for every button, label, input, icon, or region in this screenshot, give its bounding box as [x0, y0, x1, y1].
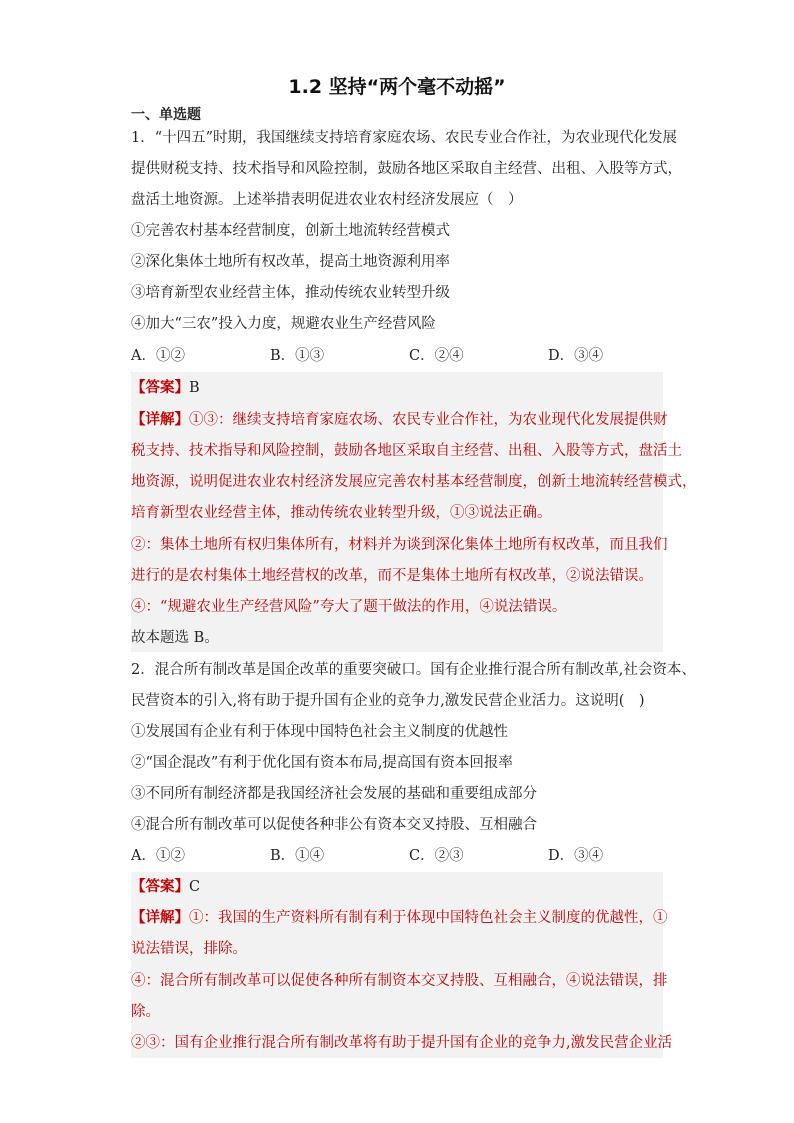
detail-label: 【详解】: [131, 909, 189, 926]
q2-detail-line: 除。: [131, 1004, 160, 1020]
q2-answer: [131, 877, 200, 897]
q1-detail-line: 地资源，说明促进农业农村经济发展应完善农村基本经营制度，创新土地流转经营模式，: [131, 474, 697, 490]
answer-label: 【答案】: [131, 379, 189, 396]
detail-label: 【详解】: [131, 411, 189, 428]
q1-stem-line: 盘活土地资源。上述举措表明促进农业农村经济发展应（ ）: [131, 192, 523, 208]
q2-stem-line: 民营资本的引入,将有助于提升国有企业的竞争力,激发民营企业活力。这说明( ): [131, 693, 645, 709]
q2-statement: ①发展国有企业有利于体现中国特色社会主义制度的优越性: [131, 724, 508, 740]
q1-option-a: A．①②: [131, 348, 185, 364]
q1-statement: ②深化集体土地所有权改革，提高土地资源利用率: [131, 254, 450, 270]
q1-detail-line: 故本题选 B。: [131, 630, 219, 646]
q2-statement: ③不同所有制经济都是我国经济社会发展的基础和重要组成部分: [131, 786, 537, 802]
q2-stem-line: 2．混合所有制改革是国企改革的重要突破口。国有企业推行混合所有制改革,社会资本、: [131, 662, 696, 678]
q1-statement: ①完善农村基本经营制度，创新土地流转经营模式: [131, 223, 450, 239]
q2-option-b: B．①④: [270, 848, 325, 864]
q1-detail-line: 培育新型农业经营主体，推动传统农业转型升级，①③说法正确。: [131, 505, 552, 521]
q1-detail-line: ②：集体土地所有权归集体所有，材料并为谈到深化集体土地所有权改革，而且我们: [131, 537, 668, 553]
q1-option-d: D．③④: [548, 348, 604, 364]
q2-option-d: D．③④: [548, 848, 604, 864]
q1-stem-line: 1．“十四五”时期，我国继续支持培育家庭农场、农民专业合作社，为农业现代化发展: [131, 130, 678, 146]
q2-detail-line: ④：混合所有制改革可以促使各种所有制资本交叉持股、互相融合，④说法错误，排: [131, 973, 668, 989]
q2-detail-line: ②③：国有企业推行混合所有制改革将有助于提升国有企业的竞争力,激发民营企业活: [131, 1035, 673, 1051]
q2-detail-line: 【详解】①：我国的生产资料所有制有利于体现中国特色社会主义制度的优越性，①: [131, 909, 668, 926]
q1-option-c: C．②④: [409, 348, 464, 364]
q1-detail-line: ④：“规避农业生产经营风险”夸大了题干做法的作用，④说法错误。: [131, 599, 567, 615]
q1-stem-line: 提供财税支持、技术指导和风险控制，鼓励各地区采取自主经营、出租、入股等方式，: [131, 161, 682, 177]
q1-option-b: B．①③: [270, 348, 325, 364]
q1-detail-line: 【详解】①③：继续支持培育家庭农场、农民专业合作社，为农业现代化发展提供财: [131, 411, 668, 428]
q1-answer-box: [131, 372, 697, 652]
q2-option-a: A．①②: [131, 848, 185, 864]
q1-statement: ④加大“三农”投入力度，规避农业生产经营风险: [131, 316, 436, 332]
answer-value: B: [189, 380, 200, 396]
answer-label: 【答案】: [131, 878, 189, 895]
q1-statement: ③培育新型农业经营主体，推动传统农业转型升级: [131, 285, 450, 301]
q2-option-c: C．②③: [409, 848, 464, 864]
q2-statement: ②“国企混改”有利于优化国有资本布局,提高国有资本回报率: [131, 755, 513, 771]
q1-detail-line: 税支持、技术指导和风险控制，鼓励各地区采取自主经营、出租、入股等方式，盘活土: [131, 443, 682, 459]
q2-answer-box: [131, 872, 673, 1058]
q1-answer: [131, 378, 200, 398]
answer-value: C: [189, 879, 201, 895]
section-heading: 一、单选题: [131, 107, 201, 123]
q1-detail-line: 进行的是农村集体土地经营权的改革，而不是集体土地所有权改革，②说法错误。: [131, 568, 653, 584]
q2-detail-line: 说法错误，排除。: [131, 941, 247, 957]
q2-statement: ④混合所有制改革可以促使各种非公有资本交叉持股、互相融合: [131, 817, 537, 833]
page-title: 1.2 坚持“两个毫不动摇”: [288, 76, 506, 98]
